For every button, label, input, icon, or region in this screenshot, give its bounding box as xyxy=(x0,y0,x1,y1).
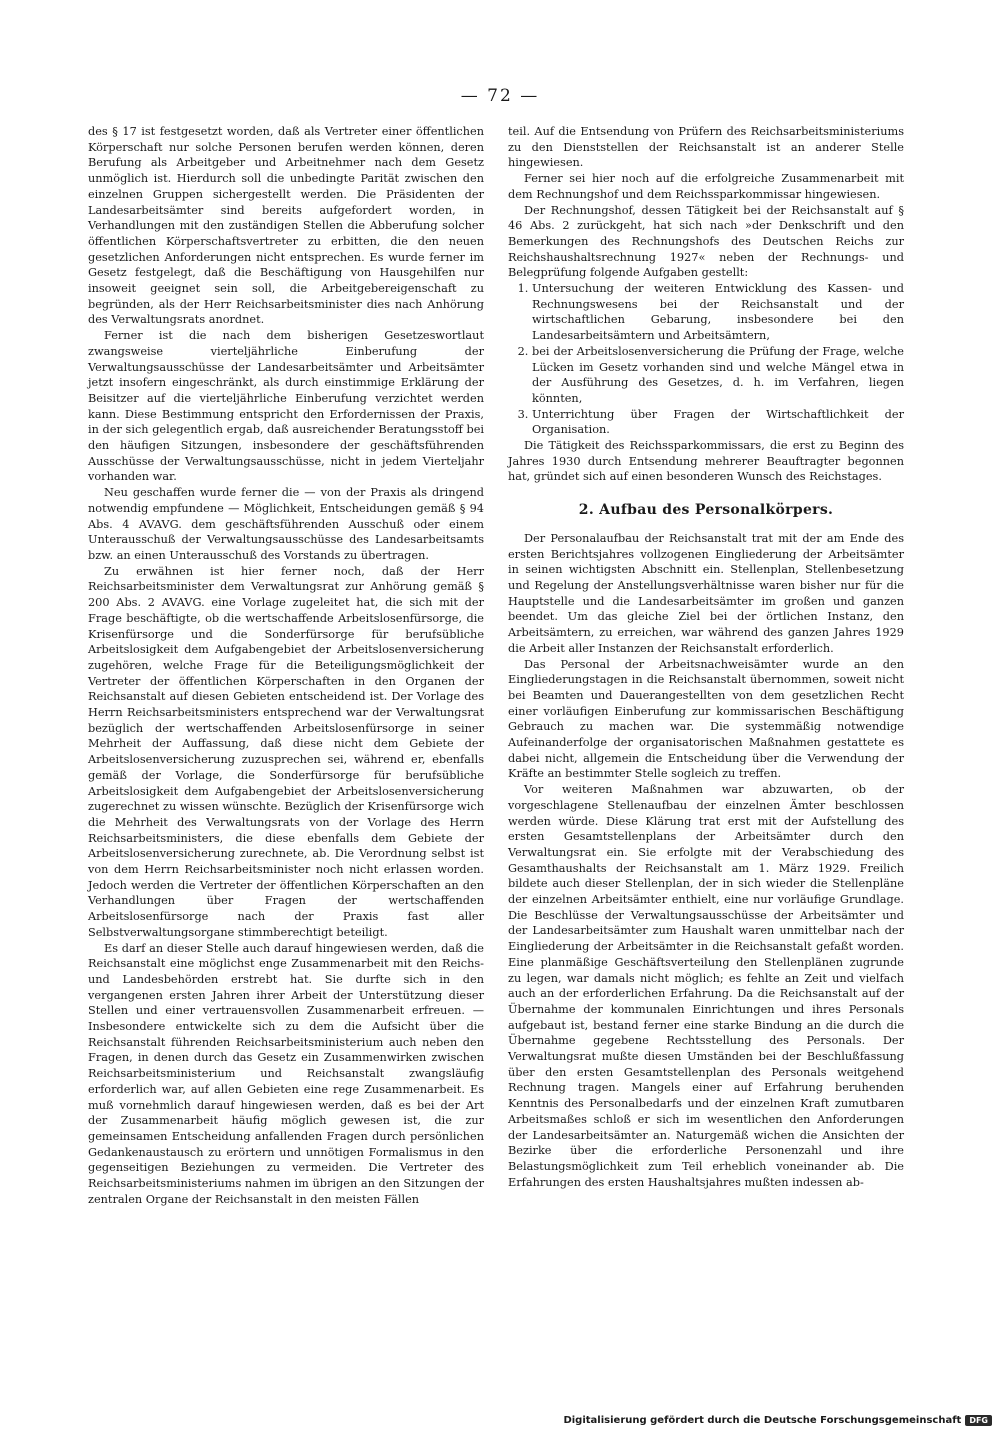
dfg-logo-icon: DFG xyxy=(965,1415,992,1426)
footer xyxy=(563,1415,992,1426)
list-item: 3. Unterrichtung über Fragen der Wirtschaftlichkeit der Organisation. xyxy=(532,407,904,438)
paragraph: Ferner sei hier noch auf die erfolgreiche Zusammenarbeit mit dem Rechnungshof und dem Reichssparkommissar hingewiesen. xyxy=(508,172,904,201)
footer-text: Digitalisierung gefördert durch die Deutsche Forschungsgemeinschaft xyxy=(563,1415,962,1426)
paragraph: Es darf an dieser Stelle auch darauf hingewiesen werden, daß die Reichsanstalt eine möglichst enge Zusammenarbeit mit den Reichs- und Landesbehörden erstrebt hat. Sie durfte sich in den vergangenen ersten Jahren ihrer Arbeit der Unterstützung dieser Stellen und einer vertrauensvollen Zusammenarbeit erfreuen. — Insbesondere entwickelte sich zu dem die Aufsicht über die Reichsanstalt führenden Reichsarbeitsministerium auch neben den Fragen, in denen durch das Gesetz ein Zusammenwirken zwischen Reichsarbeitsministerium und Reichsanstalt zwangsläufig erforderlich war, auf allen Gebieten eine rege Zusammenarbeit. Es muß vornehmlich darauf hingewiesen werden, daß es bei der Art der Zusammenarbeit häufig möglich gewesen ist, die zur gemeinsamen Entscheidung anfallenden Fragen durch persönlichen Gedankenaustausch zu erörtern und unnötigen Formalismus in den gegenseitigen Beziehungen zu vermeiden. Die Vertreter des Reichsarbeitsministeriums nahmen im übrigen an den Sitzungen der zentralen Organe der Reichsanstalt in den meisten Fällen xyxy=(88,941,484,1206)
page-number: — 72 — xyxy=(460,86,540,106)
paragraph: Die Tätigkeit des Reichssparkommissars, die erst zu Beginn des Jahres 1930 durch Entsendung mehrerer Beauftragter begonnen hat, gründet sich auf einen besonderen Wunsch des Reichstages. xyxy=(508,439,904,484)
paragraph: des § 17 ist festgesetzt worden, daß als Vertreter einer öffentlichen Körperschaft nur solche Personen berufen werden können, deren Berufung als Arbeitgeber und Arbeitnehmer nach dem Gesetz unmöglich ist. Hierdurch soll die unbedingte Parität zwischen den einzelnen Gruppen sichergestellt werden. Die Präsidenten der Landesarbeitsämter sind bereits aufgefordert worden, in Verhandlungen mit den zuständigen Stellen die Abberufung solcher öffentlichen Körperschaftsvertreter zu erbitten, die den neuen gesetzlichen Anforderungen nicht entsprechen. Es wurde ferner im Gesetz festgelegt, daß die Beschäftigung von Hausgehilfen nur insoweit geeignet sein soll, die Arbeitgebereigenschaft zu begründen, als der Herr Reichsarbeitsminister dies nach Anhörung des Verwaltungsrats anordnet. xyxy=(88,125,484,327)
paragraph: Neu geschaffen wurde ferner die — von der Praxis als dringend notwendig empfundene — Möglichkeit, Entscheidungen gemäß § 94 Abs. 4 AVAVG. dem geschäftsführenden Ausschuß oder einem Unterausschuß der Verwaltungsausschüsse des Landesarbeitsamts bzw. an einen Unterausschuß des Vorstands zu übertragen. xyxy=(88,486,484,562)
list-item: 1. Untersuchung der weiteren Entwicklung des Kassen- und Rechnungswesens bei der Reichsanstalt und der wirtschaftlichen Gebarung, insbesondere bei den Landesarbeitsämtern und Arbeitsämtern, xyxy=(532,281,904,344)
paragraph: Ferner ist die nach dem bisherigen Gesetzeswortlaut zwangsweise vierteljährliche Einberufung der Verwaltungsausschüsse der Landesarbeitsämter und Arbeitsämter jetzt insofern eingeschränkt, als durch einstimmige Erklärung der Beisitzer auf die vierteljährliche Einberufung verzichtet werden kann. Diese Bestimmung entspricht den Erfordernissen der Praxis, in der sich gelegentlich ergab, daß ausreichender Beratungsstoff bei den häufigen Sitzungen, insbesondere der geschäftsführenden Ausschüsse der Verwaltungsausschüsse, nicht in jedem Vierteljahr vorhanden war. xyxy=(88,329,484,484)
left-column xyxy=(88,124,484,1208)
list-item: 2. bei der Arbeitslosenversicherung die Prüfung der Frage, welche Lücken im Gesetz vorhanden sind und welche Mängel etwa in der Ausführung des Gesetzes, d. h. im Verfahren, liegen könnten, xyxy=(532,344,904,407)
paragraph: Der Rechnungshof, dessen Tätigkeit bei der Reichsanstalt auf § 46 Abs. 2 zurückgeht, hat sich nach »der Denkschrift und den Bemerkungen des Rechnungshofs des Deutschen Reichs zur Reichshaushaltsrechnung 1927« neben der Rechnungs- und Belegprüfung folgende Aufgaben gestellt: xyxy=(508,203,904,280)
task-list xyxy=(508,281,904,438)
paragraph: Vor weiteren Maßnahmen war abzuwarten, ob der vorgeschlagene Stellenaufbau der einzelnen Ämter beschlossen werden würde. Diese Klärung trat erst mit der Aufstellung des ersten Gesamtstellenplans der Arbeitsämter durch den Verwaltungsrat ein. Sie erfolgte mit der Verabschiedung des Gesamthaushalts der Reichsanstalt am 1. März 1929. Freilich bildete auch dieser Stellenplan, der in sich wieder die Stellenpläne der einzelnen Arbeitsämter enthielt, eine nur vorläufige Grundlage. Die Beschlüsse der Verwaltungsausschüsse der Arbeitsämter und der Landesarbeitsämter zum Haushalt waren unmittelbar nach der Eingliederung der Arbeitsämter in die Reichsanstalt gefaßt worden. Eine planmäßige Geschäftsverteilung den Stellenplänen zugrunde zu legen, war damals nicht möglich; es fehlte an Zeit und vielfach auch an der erforderlichen Erfahrung. Da die Reichsanstalt auf der Übernahme der kommunalen Einrichtungen und ihres Personals aufgebaut ist, bestand ferner eine starke Bindung an die durch die Übernahme gegebene Rechtsstellung des Personals. Der Verwaltungsrat mußte diesen Umständen bei der Beschlußfassung über den ersten Gesamtstellenplan des Personals weitgehend Rechnung tragen. Mangels einer auf Erfahrung beruhenden Kenntnis des Personalbedarfs und der einzelnen Kraft zumutbaren Arbeitsmaßes schloß er sich im wesentlichen den Anforderungen der Landesarbeitsämter an. Naturgemäß wichen die Ansichten der Bezirke über die erforderliche Personenzahl und ihre Belastungsmöglichkeit zum Teil erheblich voneinander ab. Die Erfahrungen des ersten Haushaltsjahres mußten indessen ab- xyxy=(508,783,904,1189)
paragraph: teil. Auf die Entsendung von Prüfern des Reichsarbeitsministeriums zu den Dienststellen der Reichsanstalt ist an anderer Stelle hingewiesen. xyxy=(508,125,904,170)
paragraph: Der Personalaufbau der Reichsanstalt trat mit der am Ende des ersten Berichtsjahres vollzogenen Eingliederung der Arbeitsämter in seinen wichtigsten Abschnitt ein. Stellenplan, Stellenbesetzung und Regelung der Anstellungsverhältnisse waren bisher nur für die Hauptstelle und die Landesarbeitsämter im großen und ganzen beendet. Um das gleiche Ziel bei der örtlichen Instanz, den Arbeitsämtern, zu erreichen, war während des ganzen Jahres 1929 die Arbeit aller Instanzen der Reichsanstalt erforderlich. xyxy=(508,531,904,655)
right-column xyxy=(508,124,904,1190)
section-heading: 2. Aufbau des Personalkörpers. xyxy=(578,502,834,519)
paragraph: Das Personal der Arbeitsnachweisämter wurde an den Eingliederungstagen in die Reichsanstalt übernommen, soweit nicht bei Beamten und Dauerangestellten von dem gesetzlichen Recht einer vorläufigen Einberufung zur kommissarischen Beschäftigung Gebrauch zu machen war. Die systemmäßig notwendige Aufeinanderfolge der organisatorischen Maßnahmen gestattete es dabei nicht, allgemein die Entscheidung über die Verwendung der Kräfte an bestimmter Stelle sogleich zu treffen. xyxy=(508,657,904,781)
paragraph: Zu erwähnen ist hier ferner noch, daß der Herr Reichsarbeitsminister dem Verwaltungsrat zur Anhörung gemäß § 200 Abs. 2 AVAVG. eine Vorlage zugeleitet hat, die sich mit der Frage beschäftigte, ob die wertschaffende Arbeitslosenfürsorge, die Krisenfürsorge und die Sonderfürsorge für berufsübliche Arbeitslosigkeit dem Aufgabengebiet der Arbeitslosenversicherung zugehören, welche Frage für die Beteiligungsmöglichkeit der Vertreter der öffentlichen Körperschaften in den Organen der Reichsanstalt auf diesen Gebieten entscheidend ist. Der Vorlage des Herrn Reichsarbeitsministers entsprechend war der Verwaltungsrat bezüglich der wertschaffenden Arbeitslosenfürsorge in seiner Mehrheit der Auffassung, daß diese nicht dem Gebiete der Arbeitslosenversicherung zuzusprechen sei, während er, ebenfalls gemäß der Vorlage, die Sonderfürsorge für berufsübliche Arbeitslosigkeit dem Aufgabengebiet der Arbeitslosenversicherung zugerechnet zu wissen wünschte. Bezüglich der Krisenfürsorge wich die Mehrheit des Verwaltungsrats von der Vorlage des Herrn Reichsarbeitsministers, die diese ebenfalls dem Gebiete der Arbeitslosenversicherung zurechnete, ab. Die Verordnung selbst ist von dem Herrn Reichsarbeitsminister noch nicht erlassen worden. Jedoch werden die Vertreter der öffentlichen Körperschaften an den Verhandlungen über Fragen der wertschaffenden Arbeitslosenfürsorge nach der Praxis fast aller Selbstverwaltungsorgane stimmberechtigt beteiligt. xyxy=(88,564,484,939)
